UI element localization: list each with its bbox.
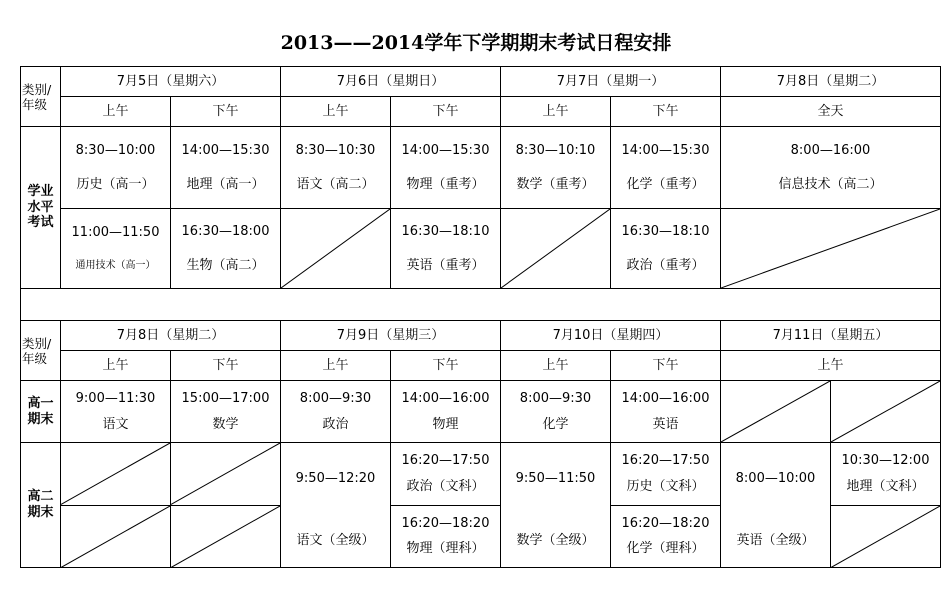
empty-slash-cell [721,381,831,443]
category-label: 高二 期末 [21,443,61,568]
section-gap [21,289,941,321]
exam-cell: 9:00—11:30 语文 [61,381,171,443]
exam-cell: 8:00—16:00 信息技术（高二） [721,127,941,209]
date-header: 7月8日（星期二） [61,321,281,351]
empty-slash-cell [281,209,391,289]
category-label: 高一 期末 [21,381,61,443]
slot-header: 下午 [171,97,281,127]
empty-slash-cell [171,505,281,568]
date-header: 7月11日（星期五） [721,321,941,351]
date-header: 7月7日（星期一） [501,67,721,97]
empty-slash-cell [171,443,281,506]
date-header: 7月6日（星期日） [281,67,501,97]
slot-header: 下午 [171,351,281,381]
empty-slash-cell [61,443,171,506]
exam-cell: 16:30—18:10 英语（重考） [391,209,501,289]
exam-cell: 15:00—17:00 数学 [171,381,281,443]
exam-cell: 14:00—15:30 化学（重考） [611,127,721,209]
header-label: 类别/ 年级 [21,67,61,127]
exam-cell: 16:20—18:20 物理（理科） [391,505,501,568]
exam-cell: 8:00—10:00 英语（全级） [721,443,831,568]
exam-cell: 8:00—9:30 化学 [501,381,611,443]
exam-cell: 8:30—10:30 语文（高二） [281,127,391,209]
exam-cell: 14:00—16:00 物理 [391,381,501,443]
slot-header: 上午 [501,351,611,381]
slot-header: 全天 [721,97,941,127]
exam-cell: 10:30—12:00 地理（文科） [831,443,941,506]
exam-cell: 8:30—10:00 历史（高一） [61,127,171,209]
empty-slash-cell [831,381,941,443]
exam-cell: 8:00—9:30 政治 [281,381,391,443]
exam-cell: 9:50—12:20 语文（全级） [281,443,391,568]
exam-cell: 14:00—15:30 物理（重考） [391,127,501,209]
header-label: 类别/ 年级 [21,321,61,381]
exam-cell: 16:30—18:00 生物（高二） [171,209,281,289]
exam-cell: 9:50—11:50 数学（全级） [501,443,611,568]
slot-header: 上午 [501,97,611,127]
slot-header: 上午 [61,351,171,381]
slot-header: 下午 [611,97,721,127]
exam-cell: 16:20—17:50 历史（文科） [611,443,721,506]
date-header: 7月10日（星期四） [501,321,721,351]
empty-slash-cell [721,209,941,289]
exam-cell: 14:00—16:00 英语 [611,381,721,443]
page-title: 2013——2014学年下学期期末考试日程安排 [280,32,672,54]
slot-header: 上午 [61,97,171,127]
date-header: 7月9日（星期三） [281,321,501,351]
date-header: 7月5日（星期六） [61,67,281,97]
exam-cell: 16:20—18:20 化学（理科） [611,505,721,568]
exam-cell: 16:30—18:10 政治（重考） [611,209,721,289]
exam-cell: 8:30—10:10 数学（重考） [501,127,611,209]
category-label: 学业 水平 考试 [21,127,61,289]
empty-slash-cell [501,209,611,289]
slot-header: 下午 [391,351,501,381]
empty-slash-cell [831,505,941,568]
slot-header: 下午 [391,97,501,127]
slot-header: 上午 [281,351,391,381]
date-header: 7月8日（星期二） [721,67,941,97]
empty-slash-cell [61,505,171,568]
slot-header: 上午 [721,351,941,381]
slot-header: 下午 [611,351,721,381]
slot-header: 上午 [281,97,391,127]
exam-schedule-table [20,66,941,568]
exam-cell: 16:20—17:50 政治（文科） [391,443,501,506]
exam-cell: 11:00—11:50 通用技术（高一） [61,209,171,289]
exam-cell: 14:00—15:30 地理（高一） [171,127,281,209]
